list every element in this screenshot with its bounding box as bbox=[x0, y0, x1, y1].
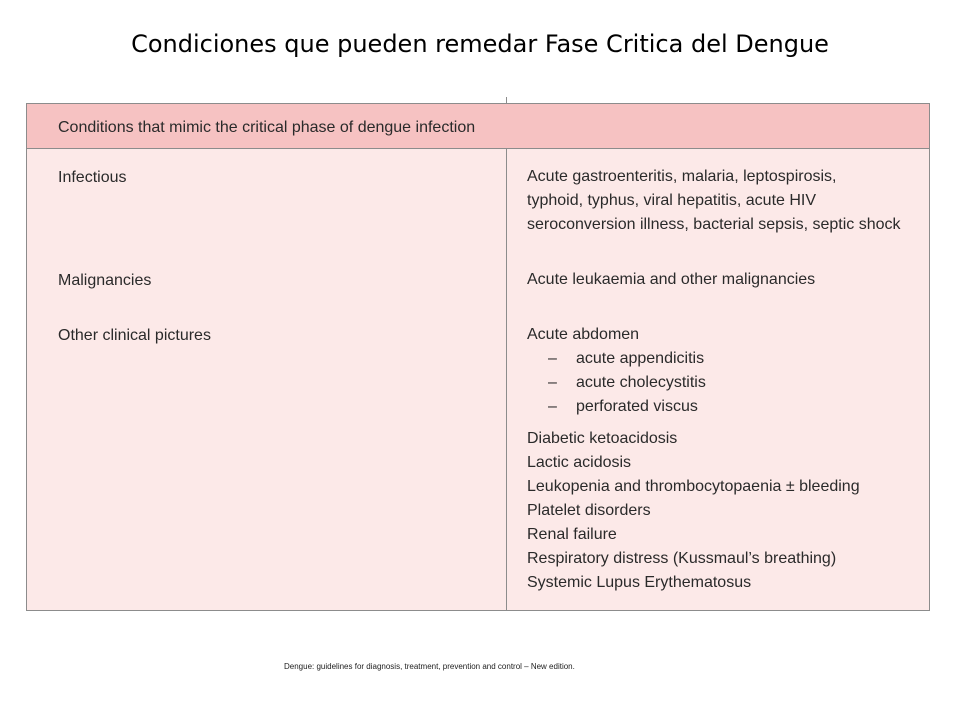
cell-line: Systemic Lupus Erythematosus bbox=[527, 574, 752, 591]
table-header bbox=[27, 104, 929, 149]
cell-line: Platelet disorders bbox=[527, 502, 651, 519]
row-cell-infectious bbox=[527, 165, 901, 237]
dash-bullet: – bbox=[548, 398, 557, 415]
cell-line: typhoid, typhus, viral hepatitis, acute HIV bbox=[527, 192, 817, 209]
sub-item-text: acute appendicitis bbox=[576, 350, 705, 367]
sub-item-text: acute cholecystitis bbox=[576, 374, 706, 391]
cell-heading-acute-abdomen: Acute abdomen bbox=[527, 326, 640, 343]
conditions-table bbox=[26, 103, 930, 611]
table-header-text: Conditions that mimic the critical phase of dengue infection bbox=[58, 119, 476, 136]
sub-list-item bbox=[527, 347, 860, 371]
cell-line: Diabetic ketoacidosis bbox=[527, 430, 678, 447]
sub-item-text: perforated viscus bbox=[576, 398, 698, 415]
cell-line: Leukopenia and thrombocytopaenia ± bleeding bbox=[527, 478, 860, 495]
row-label-other-clinical-pictures: Other clinical pictures bbox=[58, 327, 211, 344]
row-cell-malignancies bbox=[527, 268, 815, 292]
source-footnote: Dengue: guidelines for diagnosis, treatment, prevention and control – New edition. bbox=[284, 662, 575, 671]
cell-line: seroconversion illness, bacterial sepsis, septic shock bbox=[527, 216, 901, 233]
slide-title: Condiciones que pueden remedar Fase Critica del Dengue bbox=[131, 30, 829, 58]
dash-bullet: – bbox=[548, 350, 557, 367]
cell-line: Renal failure bbox=[527, 526, 617, 543]
cell-line: Acute gastroenteritis, malaria, leptospirosis, bbox=[527, 168, 837, 185]
row-label-infectious: Infectious bbox=[58, 169, 127, 186]
cell-line: Lactic acidosis bbox=[527, 454, 632, 471]
sub-list-item bbox=[527, 371, 860, 395]
column-divider bbox=[506, 149, 507, 610]
cell-line: Respiratory distress (Kussmaul’s breathing) bbox=[527, 550, 837, 567]
row-label-malignancies: Malignancies bbox=[58, 272, 152, 289]
cell-line: Acute leukaemia and other malignancies bbox=[527, 271, 816, 288]
row-cell-other-clinical-pictures bbox=[527, 323, 860, 595]
sub-list-item bbox=[527, 395, 860, 419]
dash-bullet: – bbox=[548, 374, 557, 391]
spacer bbox=[527, 419, 860, 427]
